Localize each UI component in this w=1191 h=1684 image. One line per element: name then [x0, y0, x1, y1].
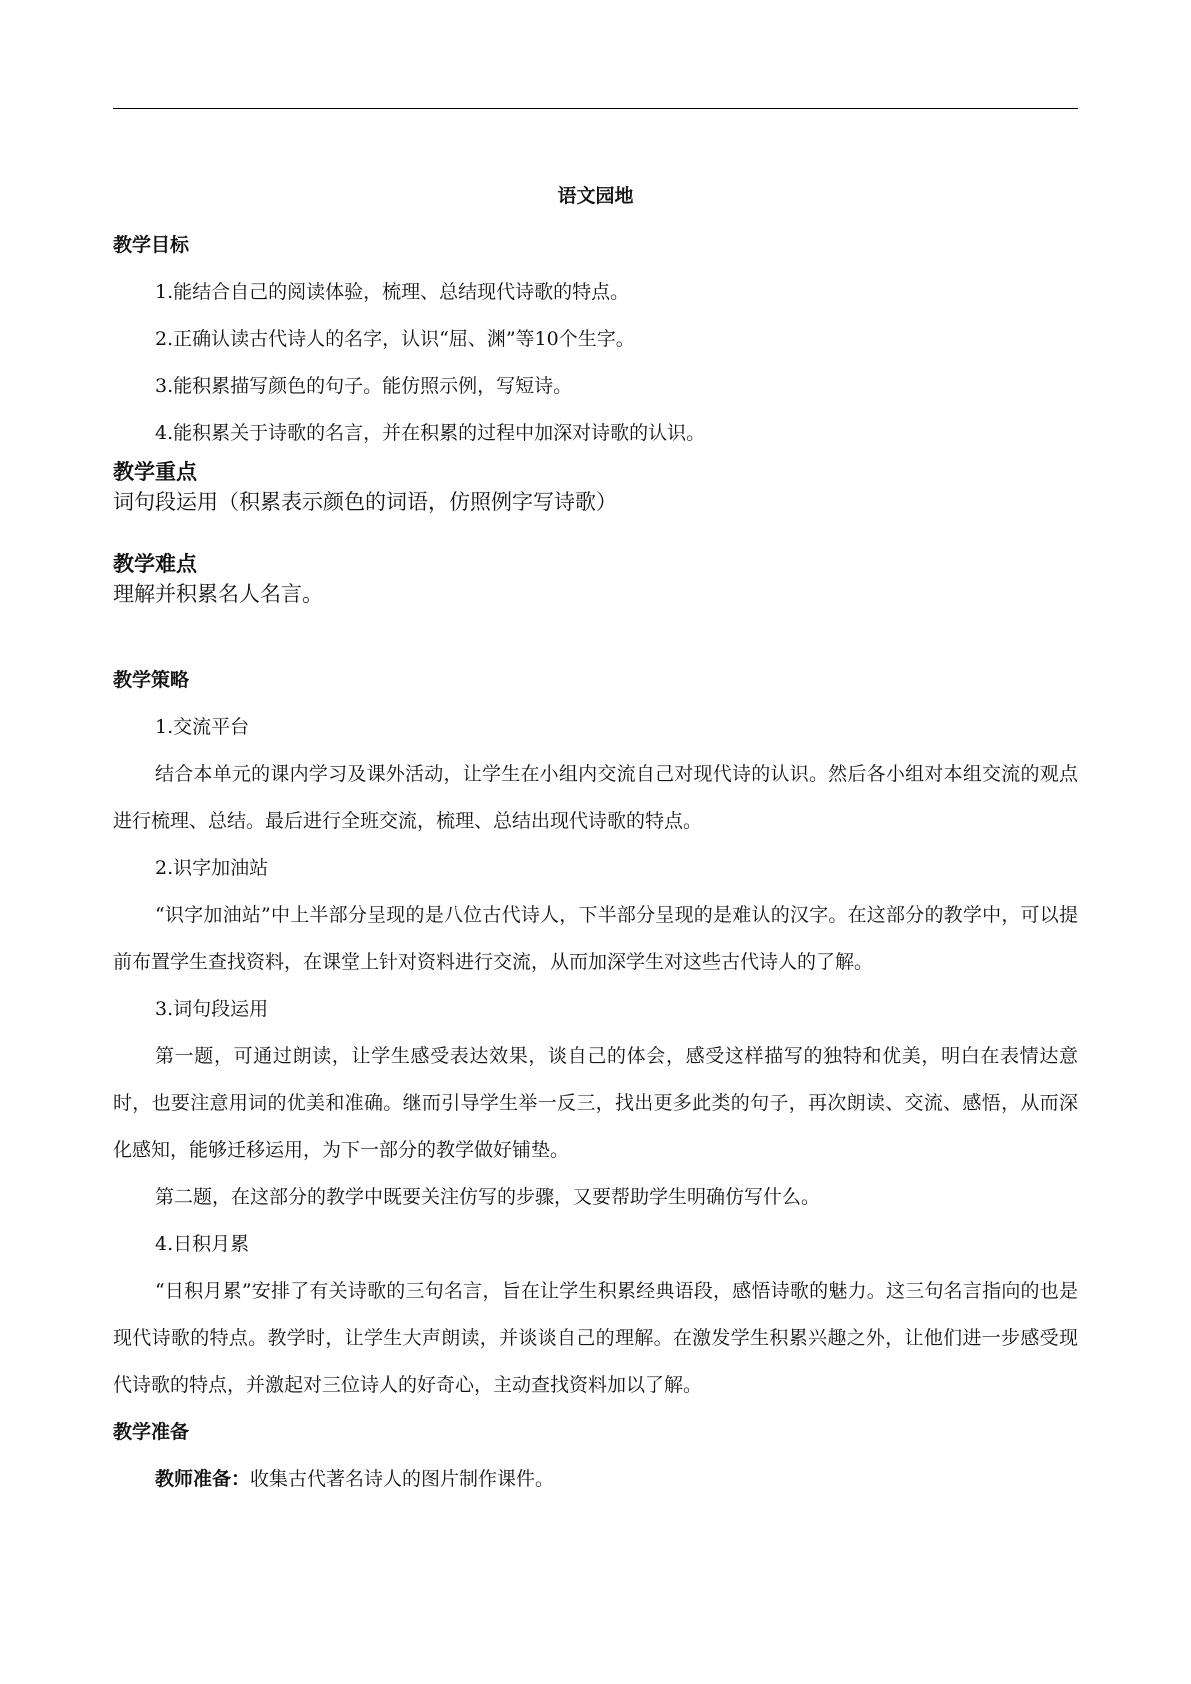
teacher-preparation — [113, 1456, 1078, 1503]
key-points-text: 词句段运用（积累表示颜色的词语，仿照例字写诗歌） — [113, 490, 617, 514]
objective-item: 2.正确认读古代诗人的名字，认识“屈、渊”等10个生字。 — [155, 328, 635, 350]
objective-item: 1.能结合自己的阅读体验，梳理、总结现代诗歌的特点。 — [155, 281, 630, 303]
strategy-paragraph: “识字加油站”中上半部分呈现的是八位古代诗人，下半部分呈现的是难认的汉字。在这部分的教学中，可以提前布置学生查找资料，在课堂上针对资料进行交流，从而加深学生对这些古代诗人的了解。 — [113, 904, 1078, 973]
key-points-heading: 教学重点 — [113, 460, 197, 484]
strategy-label: 3.词句段运用 — [155, 998, 269, 1020]
header-rule — [113, 108, 1078, 109]
objectives-heading: 教学目标 — [113, 234, 190, 256]
strategy-paragraph: “日积月累”安排了有关诗歌的三句名言，旨在让学生积累经典语段，感悟诗歌的魅力。这三句名言指向的也是现代诗歌的特点。教学时，让学生大声朗读，并谈谈自己的理解。在激发学生积累兴趣之外，让他们进一步感受现代诗歌的特点，并激起对三位诗人的好奇心，主动查找资料加以了解。 — [113, 1280, 1078, 1396]
objective-item: 4.能积累关于诗歌的名言，并在积累的过程中加深对诗歌的认识。 — [155, 422, 706, 444]
preparation-heading: 教学准备 — [113, 1421, 190, 1443]
teacher-preparation-text: 收集古代著名诗人的图片制作课件。 — [250, 1468, 555, 1490]
document-body — [113, 170, 1078, 1503]
strategy-paragraph: 第二题，在这部分的教学中既要关注仿写的步骤，又要帮助学生明确仿写什么。 — [155, 1186, 821, 1208]
strategy-label: 1.交流平台 — [155, 716, 250, 738]
strategy-label: 4.日积月累 — [155, 1233, 250, 1255]
strategies-heading: 教学策略 — [113, 669, 190, 691]
teacher-preparation-label: 教师准备： — [155, 1468, 251, 1490]
difficulties-heading: 教学难点 — [113, 552, 197, 576]
objective-item: 3.能积累描写颜色的句子。能仿照示例，写短诗。 — [155, 375, 573, 397]
page-title: 语文园地 — [557, 185, 634, 207]
strategy-paragraph: 结合本单元的课内学习及课外活动，让学生在小组内交流自己对现代诗的认识。然后各小组对本组交流的观点进行梳理、总结。最后进行全班交流，梳理、总结出现代诗歌的特点。 — [113, 763, 1078, 832]
difficulties-text: 理解并积累名人名言。 — [113, 582, 323, 606]
strategy-label: 2.识字加油站 — [155, 857, 269, 879]
strategy-paragraph: 第一题，可通过朗读，让学生感受表达效果，谈自己的体会，感受这样描写的独特和优美，明白在表情达意时，也要注意用词的优美和准确。继而引导学生举一反三，找出更多此类的句子，再次朗读、交流、感悟，从而深化感知，能够迁移运用，为下一部分的教学做好铺垫。 — [113, 1045, 1078, 1161]
